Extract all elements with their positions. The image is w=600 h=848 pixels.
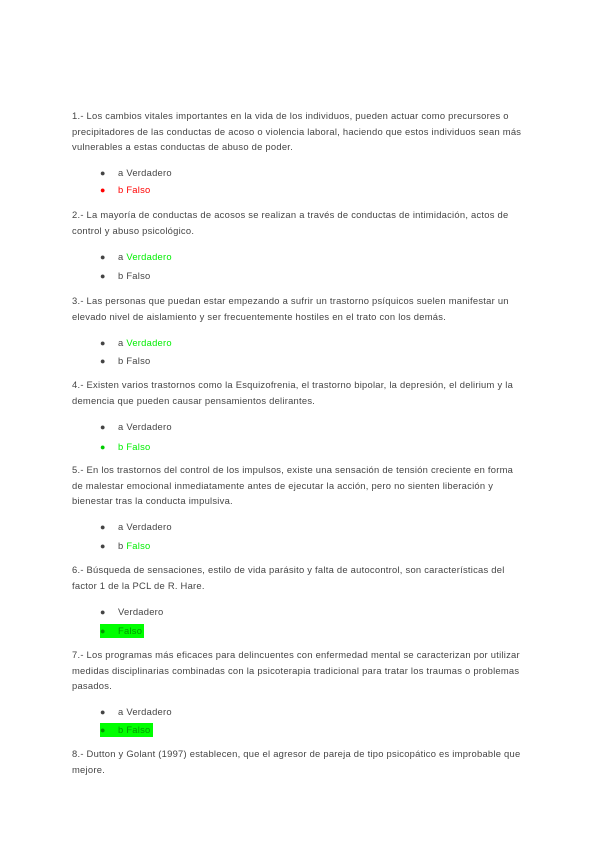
question-3: 3.- Las personas que puedan estar empezando a sufrir un trastorno psíquicos suelen manifestar un elevado nivel de aislamiento y ser frecuentemente hostiles en el trato con los demás.	[72, 295, 509, 322]
q7-option-b[interactable]	[100, 723, 153, 737]
question-6: 6.- Búsqueda de sensaciones, estilo de vida parásito y falta de autocontrol, son características del factor 1 de la PCL de R. Hare.	[72, 564, 505, 591]
q2-option-a[interactable]: ● a Verdadero	[100, 251, 172, 262]
answer-highlight: ● b Falso	[100, 724, 151, 735]
bullet-icon: ●	[100, 707, 106, 717]
answer-highlight: ● Falso	[100, 625, 143, 636]
bullet-icon: ●	[100, 626, 106, 636]
q1-option-b[interactable]: ● b Falso	[100, 184, 151, 195]
q3-option-b[interactable]: ● b Falso	[100, 355, 151, 366]
q4-option-a[interactable]: ● a Verdadero	[100, 421, 172, 432]
bullet-icon: ●	[100, 185, 106, 195]
bullet-icon: ●	[100, 607, 106, 617]
q6-option-b[interactable]	[100, 624, 144, 638]
bullet-icon: ●	[100, 422, 106, 432]
bullet-icon: ●	[100, 725, 106, 735]
q5-option-b[interactable]: ● b Falso	[100, 540, 151, 551]
bullet-icon: ●	[100, 541, 106, 551]
q4-option-b[interactable]: ● b Falso	[100, 441, 151, 452]
q6-option-a[interactable]: ● Verdadero	[100, 606, 164, 617]
q3-option-a[interactable]: ● a Verdadero	[100, 337, 172, 348]
bullet-icon: ●	[100, 168, 106, 178]
bullet-icon: ●	[100, 522, 106, 532]
bullet-icon: ●	[100, 271, 106, 281]
q1-option-a[interactable]: ● a Verdadero	[100, 167, 172, 178]
question-1: 1.- Los cambios vitales importantes en la vida de los individuos, pueden actuar como precursores o precipitadores de las conductas de acoso o violencia laboral, haciendo que estos individuos sean más vulnerables a estas conductas de abuso de poder.	[72, 110, 522, 153]
question-8: 8.- Dutton y Golant (1997) establecen, que el agresor de pareja de tipo psicopático es improbable que mejore.	[72, 748, 521, 775]
bullet-icon: ●	[100, 356, 106, 366]
q5-option-a[interactable]: ● a Verdadero	[100, 521, 172, 532]
bullet-icon: ●	[100, 442, 106, 452]
question-7: 7.- Los programas más eficaces para delincuentes con enfermedad mental se caracterizan por utilizar medidas disciplinarias combinadas con la psicoterapia tradicional para tratar los traumas o problemas pasados.	[72, 649, 520, 692]
question-5: 5.- En los trastornos del control de los impulsos, existe una sensación de tensión creciente en forma de malestar emocional inmediatamente antes de ejecutar la acción, pero no sienten liberación y bienestar tras la conducta impulsiva.	[72, 464, 514, 507]
question-4: 4.- Existen varios trastornos como la Esquizofrenia, el trastorno bipolar, la depresión, el delirium y la demencia que pueden causar pensamientos delirantes.	[72, 379, 514, 406]
q2-option-b[interactable]: ● b Falso	[100, 270, 151, 281]
q7-option-a[interactable]: ● a Verdadero	[100, 706, 172, 717]
bullet-icon: ●	[100, 252, 106, 262]
bullet-icon: ●	[100, 338, 106, 348]
question-2: 2.- La mayoría de conductas de acosos se realizan a través de conductas de intimidación, actos de control y abuso psicológico.	[72, 209, 509, 236]
